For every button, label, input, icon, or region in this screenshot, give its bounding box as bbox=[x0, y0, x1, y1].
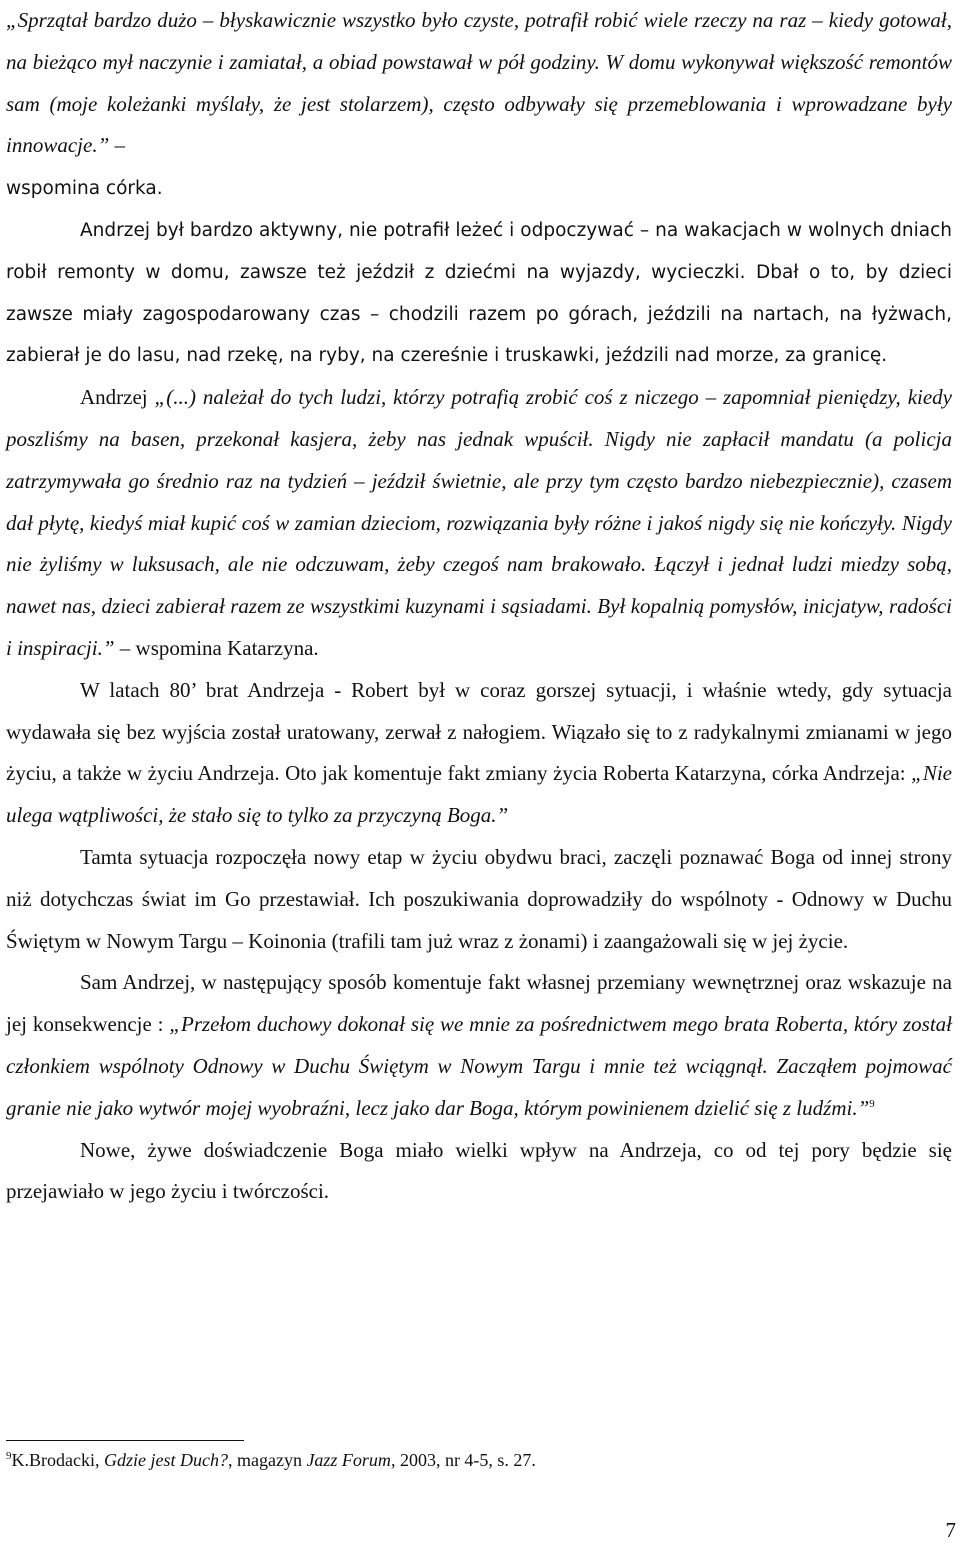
quote-text: „Przełom duchowy dokonał się we mnie za pośrednictwem mego brata Roberta, który został członkiem wspólnoty Odnowy w Duchu Świętym w Nowym Targu i mnie też wciągnął. Zacząłem pojmować granie nie jako wytwór mojej wyobraźni, lecz jako dar Boga, którym powinienem dzielić się z ludźmi.” bbox=[6, 1012, 952, 1120]
quote-text: „Nie ulega wątpliwości, że stało się to tylko za przyczyną Boga.” bbox=[6, 761, 952, 828]
body-text: W latach 80’ brat Andrzeja - Robert był w coraz gorszej sytuacji, i właśnie wtedy, gdy sytuacja wydawała się bez wyjścia został uratowany, zerwał z nałogiem. Wiązało się to z radykalnymi zmianami w jego życiu, a także w życiu Andrzeja. Oto jak komentuje fakt zmiany życia Roberta Katarzyna, córka Andrzeja: bbox=[6, 677, 952, 786]
document-page bbox=[6, 0, 952, 1213]
footnote-magazine: Jazz Forum bbox=[306, 1450, 391, 1470]
footnote-author: K.Brodacki, bbox=[11, 1450, 104, 1470]
footnote bbox=[6, 1448, 536, 1472]
footnote-reference: 9 bbox=[869, 1097, 875, 1110]
attribution-text: – wspomina Katarzyna. bbox=[114, 635, 319, 660]
footnote-title: Gdzie jest Duch? bbox=[103, 1450, 228, 1470]
footnote-middle: , magazyn bbox=[227, 1450, 307, 1470]
paragraph-experience: Nowe, żywe doświadczenie Boga miało wielki wpływ na Andrzeja, co od tej pory będzie się przejawiało w jego życiu i twórczości. bbox=[6, 1137, 952, 1204]
footnote-divider bbox=[6, 1440, 244, 1441]
paragraph-active: Andrzej był bardzo aktywny, nie potrafił leżeć i odpoczywać – na wakacjach w wolnych dniach robił remonty w domu, zawsze też jeździł z dziećmi na wyjazdy, wycieczki. Dbał o to, by dzieci zawsze miały zagospodarowany czas – chodzili razem po górach, jeździli na nartach, na łyżwach, zabierał je do lasu, nad rzekę, na ryby, na czereśnie i truskawki, jeździli nad morze, za granicę. bbox=[6, 219, 952, 367]
paragraph-robert bbox=[6, 670, 952, 837]
quote-text: „(...) należał do tych ludzi, którzy potrafią zrobić coś z niczego – zapomniał pieniędzy, kiedy poszliśmy na basen, przekonał kasjera, żeby nas jednak wpuścił. Nigdy nie zapłacił mandatu (a policja zatrzymywała go średnio raz na tydzień – jeździł świetnie, ale przy tym często bardzo niebezpiecznie), czasem dał płytę, kiedyś miał kupić coś w zamian dzieciom, rozwiązania były różne i jakoś nigdy się nie kończyły. Nigdy nie żyliśmy w luksusach, ale nie odczuwam, żeby czegoś nam brakowało. Łączył i jednał ludzi miedzy sobą, nawet nas, dzieci zabierał razem ze wszystkimi kuzynami i sąsiadami. Był kopalnią pomysłów, inicjatyw, radości i inspiracji.” bbox=[6, 385, 953, 660]
paragraph-new-stage: Tamta sytuacja rozpoczęła nowy etap w życiu obydwu braci, zaczęli poznawać Boga od innej strony niż dotychczas świat im Go przestawiał. Ich poszukiwania doprowadziły do wspólnoty - Odnowy w Duchu Świętym w Nowym Targu – Koinonia (trafili tam już wraz z żonami) i zaangażowali się w jej życie. bbox=[6, 844, 952, 953]
footnote-rest: , 2003, nr 4-5, s. 27. bbox=[390, 1450, 536, 1470]
quote-text: „Sprzątał bardzo dużo – błyskawicznie wszystko było czyste, potrafił robić wiele rzeczy na raz – kiedy gotował, na bieżąco mył naczynie i zamiatał, a obiad powstawał w pół godziny. W domu wykonywał większość remontów sam (moje koleżanki myślały, że jest stolarzem), często odbywały się przemeblowania i wprowadzane były innowacje.” – bbox=[6, 8, 952, 158]
page-number: 7 bbox=[945, 1518, 956, 1542]
footnote-number: 9 bbox=[6, 1450, 12, 1462]
paragraph-andrzej-quote bbox=[6, 962, 952, 1129]
attribution-text: wspomina córka. bbox=[6, 178, 163, 200]
paragraph-quote-daughter bbox=[6, 0, 952, 210]
paragraph-katarzyna-quote bbox=[6, 377, 952, 670]
lead-text: Andrzej bbox=[80, 385, 155, 410]
body-text: Sam Andrzej, w następujący sposób komentuje fakt własnej przemiany wewnętrznej oraz wskazuje na jej konsekwencje : bbox=[6, 970, 952, 1037]
